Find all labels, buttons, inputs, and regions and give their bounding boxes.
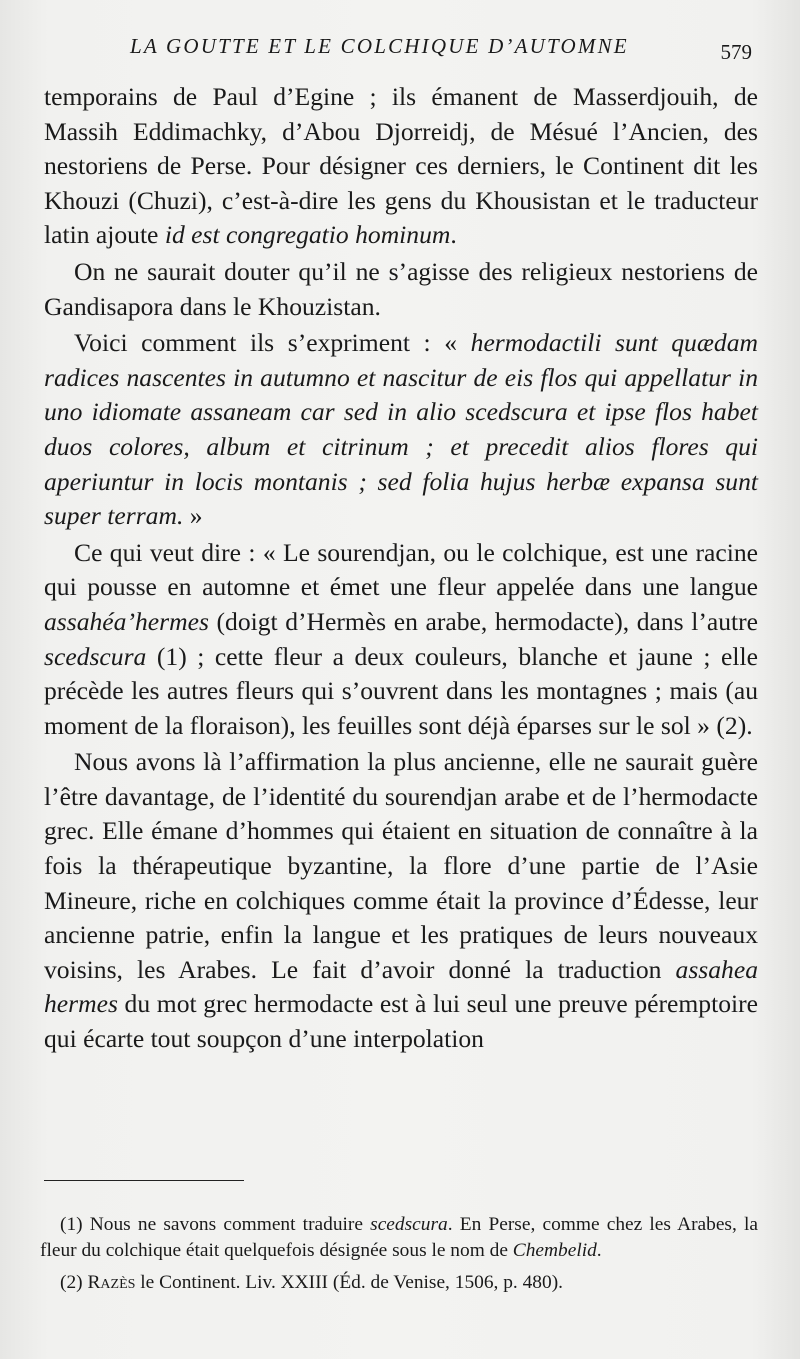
running-head: LA GOUTTE ET LE COLCHIQUE D’AUTOMNE: [130, 34, 629, 58]
paragraph: [44, 80, 758, 253]
italic-text: scedscura: [370, 1214, 448, 1235]
text-run: (doigt d’Hermès en arabe, hermodacte), dans l’autre: [208, 606, 758, 636]
text-run: .: [450, 220, 457, 250]
footnote: [40, 1270, 758, 1296]
text-run: (1) Nous ne savons comment traduire: [60, 1214, 371, 1235]
footnote-divider: [44, 1180, 244, 1181]
page-header: [44, 30, 758, 64]
footnote: [40, 1212, 758, 1264]
text-run: temporains de Paul d’Egine ; ils émanent de Masserdjouih, de Massih Eddimachky, d’Abou Djorreidj, de Mésué l’Ancien, des nestoriens de Perse. Pour désigner ces derniers, le Continent dit les Khouzi (Chuzi), c’est-à-dire les gens du Khousistan et le traducteur latin ajoute: [44, 82, 758, 250]
text-run: . En Perse, comme chez les Arabes, la fleur du colchique était quelquefois désignée sous le nom de: [40, 1214, 759, 1261]
italic-text: assahéa’hermes: [44, 606, 209, 636]
text-run: Voici comment ils s’expriment : «: [74, 328, 471, 358]
paragraph: [44, 255, 758, 324]
paragraph: [44, 745, 758, 1056]
italic-text: hermodactili sunt quædam radices nascentes in autumno et nascitur de eis flos qui appellatur in uno idiomate assaneam car sed in alio scedscura et ipse flos habet duos colores, album et citrinum ; et precedit alios flores qui aperiuntur in locis montanis ; sed folia hujus herbæ expansa sunt super terram.: [44, 328, 759, 531]
text-run: Nous avons là l’affirmation la plus ancienne, elle ne saurait guère l’être davantage, de l’identité du sourendjan arabe et de l’hermodacte grec. Elle émane d’hommes qui étaient en situation de connaître à la fois la thérapeutique byzantine, la flore d’une partie de l’Asie Mineure, riche en colchiques comme était la province d’Édesse, leur ancienne patrie, enfin la langue et les pratiques de leurs nouveaux voisins, les Arabes. Le fait d’avoir donné la traduction: [44, 747, 758, 984]
italic-text: assahea hermes: [44, 954, 758, 1019]
page-number: 579: [720, 40, 752, 64]
text-run: (2): [60, 1272, 88, 1293]
body-text: [44, 80, 758, 1057]
italic-text: scedscura: [44, 641, 147, 671]
paragraph: [44, 536, 758, 744]
italic-text: Chembelid: [512, 1240, 597, 1261]
paragraph: [44, 326, 758, 534]
text-run: »: [183, 501, 203, 531]
footnotes: [40, 1212, 758, 1296]
text-run: On ne saurait douter qu’il ne s’agisse des religieux nestoriens de Gandisapora dans le Khouzistan.: [44, 256, 758, 321]
text-run: (1) ; cette fleur a deux couleurs, blanche et jaune ; elle précède les autres fleurs qui s’ouvrent dans les montagnes ; mais (au moment de la floraison), les feuilles sont déjà éparses sur le sol » (2).: [44, 641, 758, 740]
text-run: .: [596, 1240, 602, 1261]
italic-text: id est congregatio hominum: [164, 220, 451, 250]
text-run: le Continent. Liv. XXIII (Éd. de Venise, 1506, p. 480).: [135, 1272, 564, 1293]
author-name: Razès: [87, 1272, 136, 1293]
text-run: Ce qui veut dire : « Le sourendjan, ou le colchique, est une racine qui pousse en automne et émet une fleur appelée dans une langue: [44, 537, 758, 602]
text-run: du mot grec hermodacte est à lui seul une preuve péremptoire qui écarte tout soupçon d’une interpolation: [44, 989, 758, 1054]
